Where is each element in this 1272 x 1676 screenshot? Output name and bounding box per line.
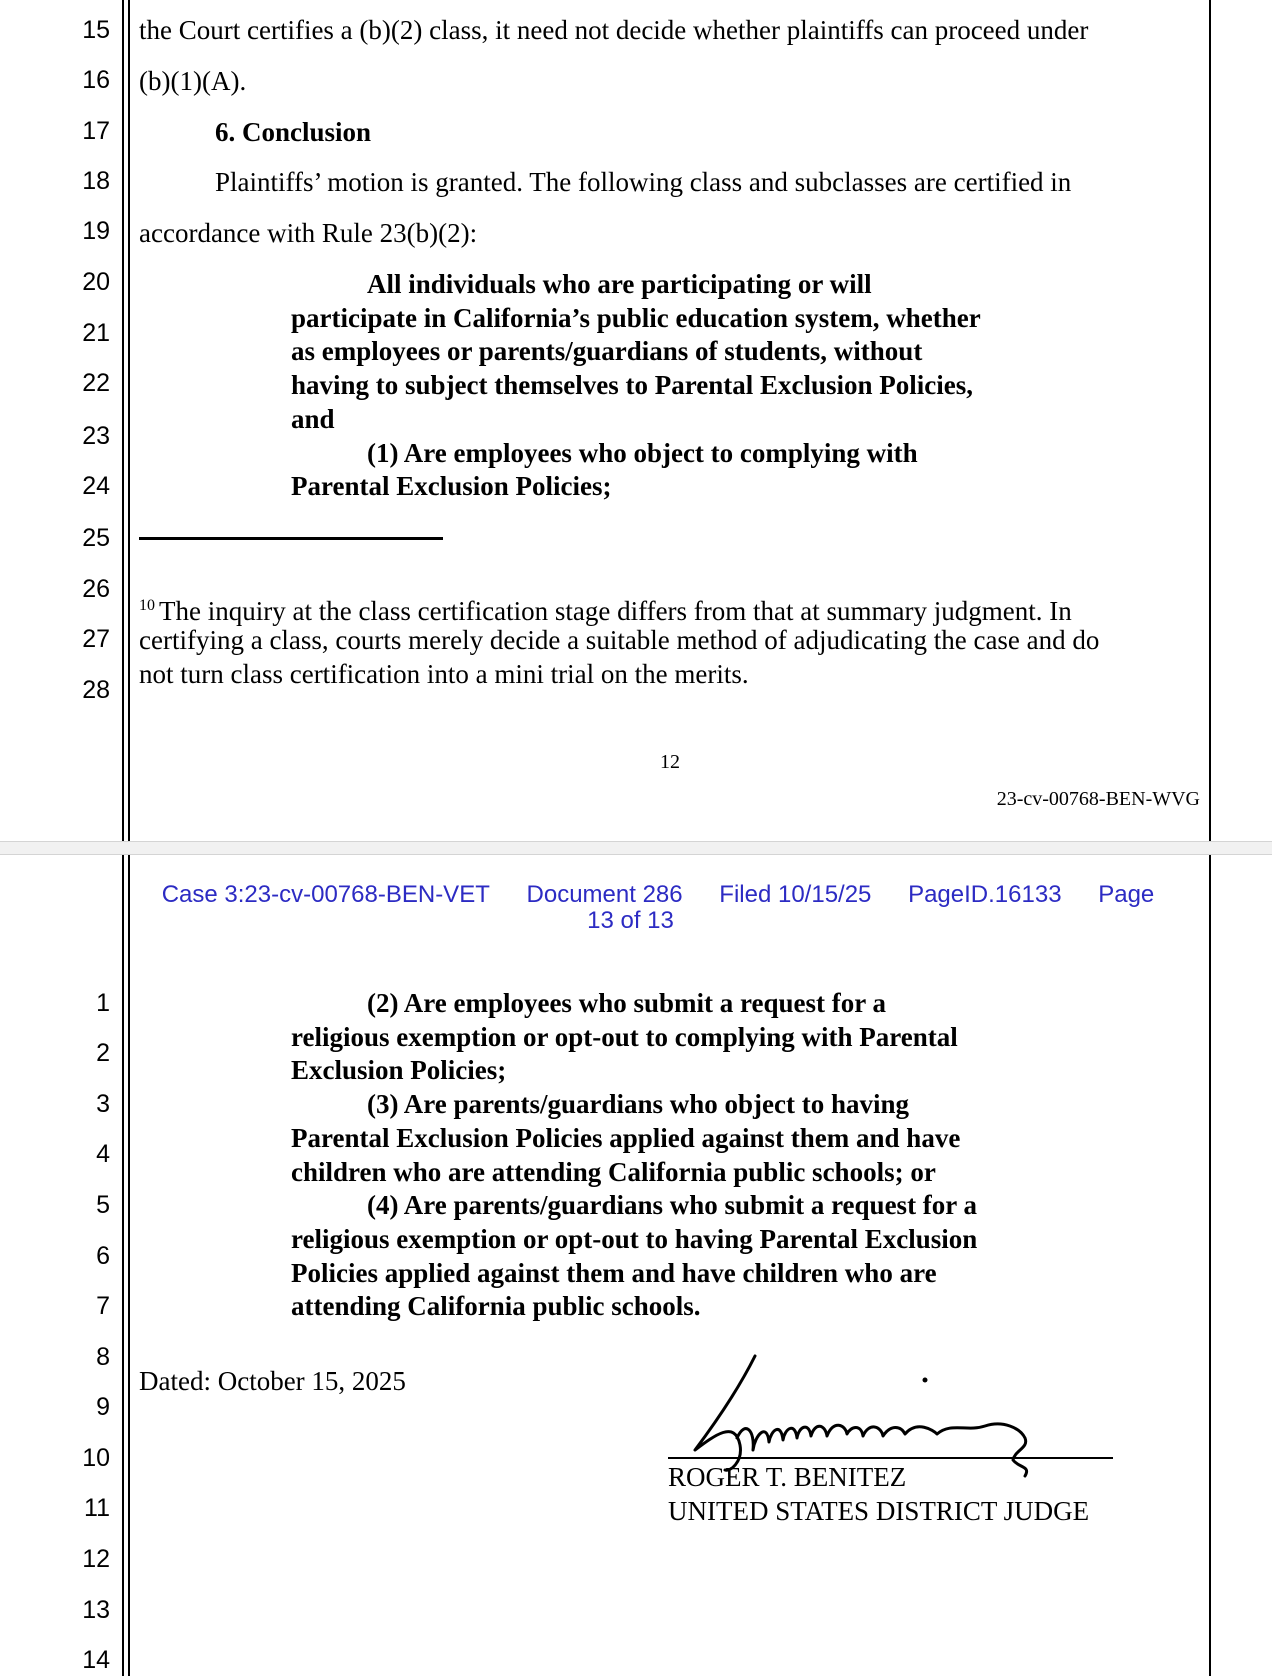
line-number: 22 [82, 369, 110, 397]
header-case: Case 3:23-cv-00768-BEN-VET [161, 881, 490, 908]
line-number: 2 [96, 1039, 110, 1067]
left-margin-rule [128, 0, 130, 841]
judge-name: ROGER T. BENITEZ [668, 1462, 907, 1492]
line-number: 8 [96, 1343, 110, 1371]
body-line: (b)(1)(A). [139, 66, 247, 96]
line-number: 18 [82, 167, 110, 195]
subclass-line: attending California public schools. [291, 1291, 701, 1322]
line-number: 20 [82, 268, 110, 296]
section-heading: 6. Conclusion [215, 117, 372, 147]
line-number: 27 [82, 625, 110, 653]
line-number: 25 [82, 524, 110, 552]
page-separator [0, 841, 1272, 855]
subclass-line: Parental Exclusion Policies applied against them and have [291, 1122, 961, 1153]
line-number: 10 [82, 1444, 110, 1472]
body-line: Plaintiffs’ motion is granted. The following class and subclasses are certified in [215, 167, 1072, 197]
line-number: 4 [96, 1140, 110, 1168]
line-number: 14 [82, 1646, 110, 1674]
subclass-line: (1) Are employees who object to complying with [367, 437, 918, 468]
dated-line: Dated: October 15, 2025 [139, 1366, 406, 1396]
footnote-marker: 10 [139, 597, 155, 614]
class-line: participate in California’s public education system, whether [291, 302, 981, 333]
body-line: accordance with Rule 23(b)(2): [139, 218, 478, 248]
class-line: and [291, 403, 335, 434]
subclass-line: Policies applied against them and have children who are [291, 1257, 937, 1288]
line-number: 6 [96, 1242, 110, 1270]
left-margin-rule [122, 855, 124, 1676]
footnote-separator [139, 537, 443, 540]
class-line: All individuals who are participating or will [367, 269, 872, 299]
footnote-line: not turn class certification into a mini trial on the merits. [139, 659, 749, 689]
line-number: 19 [82, 217, 110, 245]
footnote-line: certifying a class, courts merely decide a suitable method of adjudicating the case and do [139, 625, 1100, 655]
left-margin-rule [128, 855, 130, 1676]
line-number: 12 [82, 1545, 110, 1573]
line-number: 7 [96, 1292, 110, 1320]
left-margin-rule [122, 0, 124, 841]
header-page: Page [1098, 881, 1155, 908]
line-number: 13 [82, 1596, 110, 1624]
class-line: having to subject themselves to Parental Exclusion Policies, [291, 370, 973, 401]
line-number: 23 [82, 422, 110, 450]
case-number-footer: 23-cv-00768-BEN-WVG [996, 788, 1200, 810]
header-pageid: PageID.16133 [908, 881, 1062, 908]
line-number: 24 [82, 472, 110, 500]
line-number: 3 [96, 1090, 110, 1118]
right-margin-rule [1209, 0, 1211, 841]
subclass-line: religious exemption or opt-out to having Parental Exclusion [291, 1223, 978, 1254]
class-definition-block [291, 268, 981, 504]
header-document: Document 286 [526, 881, 683, 908]
class-line: as employees or parents/guardians of students, without [291, 336, 923, 367]
subclass-line: Exclusion Policies; [291, 1055, 507, 1086]
page-number: 12 [660, 751, 680, 773]
header-filed: Filed 10/15/25 [719, 881, 872, 908]
judge-title: UNITED STATES DISTRICT JUDGE [668, 1496, 1090, 1526]
line-number: 16 [82, 66, 110, 94]
line-number: 26 [82, 575, 110, 603]
subclass-line: religious exemption or opt-out to complying with Parental [291, 1021, 958, 1052]
subclass-block [291, 987, 977, 1324]
footnote-line: $^{10}$ The inquiry at the class certification stage differs from that at summary judgment. In [139, 596, 1072, 626]
header-page-of: 13 of 13 [587, 907, 674, 934]
subclass-line: Parental Exclusion Policies; [291, 471, 612, 502]
subclass-line: children who are attending California public schools; or [291, 1156, 936, 1187]
body-line: the Court certifies a (b)(2) class, it need not decide whether plaintiffs can proceed under [139, 15, 1089, 45]
subclass-line: (2) Are employees who submit a request for a [367, 988, 886, 1018]
line-number: 1 [96, 989, 110, 1017]
signature-line [668, 1457, 1113, 1459]
line-number: 28 [82, 676, 110, 704]
subclass-line: (3) Are parents/guardians who object to having [367, 1089, 910, 1120]
line-number: 9 [96, 1393, 110, 1421]
line-number: 17 [82, 117, 110, 145]
line-number: 5 [96, 1191, 110, 1219]
page-13-fragment [0, 855, 1272, 1676]
line-number: 21 [82, 319, 110, 347]
line-number: 15 [82, 16, 110, 44]
ecf-header [118, 882, 1198, 934]
right-margin-rule [1209, 855, 1211, 1676]
subclass-line: (4) Are parents/guardians who submit a request for a [367, 1190, 978, 1221]
line-number: 11 [84, 1494, 110, 1522]
